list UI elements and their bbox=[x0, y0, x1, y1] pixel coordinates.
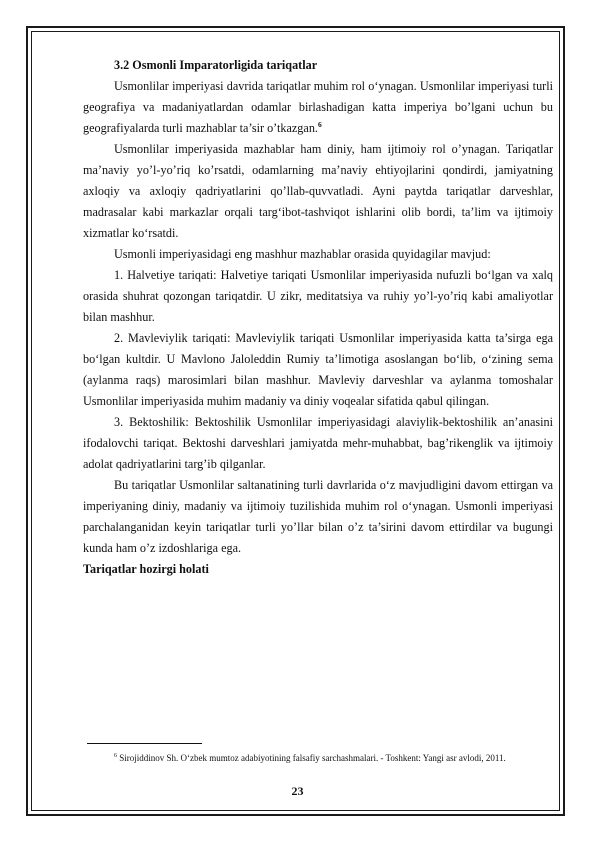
page-number: 23 bbox=[291, 784, 304, 798]
page-content bbox=[83, 55, 553, 580]
footnote-reference[interactable]: 6 bbox=[317, 120, 322, 129]
footnote-divider bbox=[87, 743, 202, 744]
list-item-bektoshilik: 3. Bektoshilik: Bektoshilik Usmonlilar imperiyasidagi alaviylik-bektoshilik an’anasini ifodalovchi tariqat. Bektoshi darveshlari jamiyatda mehr-muhabbat, bag’rikenglik va ijtimoiy adolat qadriyatlarini targ’ib qilganlar. bbox=[83, 415, 553, 471]
paragraph-conclusion: Bu tariqatlar Usmonlilar saltanatining turli davrlarida o‘z mavjudligini davom ettirgan va imperiyaning diniy, madaniy va ijtimoiy tuzilishida muhim rol o‘ynagan. Usmonli imperiyasi parchalanganidan keyin tariqatlar turli yo’llar bilan o’z ta’sirini davom ettirdilar va bugungi kunda ham o’z izdoshlariga ega. bbox=[83, 478, 553, 555]
footnote-text: Sirojiddinov Sh. O‘zbek mumtoz adabiyotining falsafiy sarchashmalari. - Toshkent: Yangi asr avlodi, 2011. bbox=[119, 753, 506, 763]
paragraph-list-intro: Usmonli imperiyasidagi eng mashhur mazhablar orasida quyidagilar mavjud: bbox=[114, 247, 491, 261]
footnote-marker: 6 bbox=[114, 753, 117, 759]
section-heading: 3.2 Osmonli Imparatorligida tariqatlar bbox=[114, 58, 318, 72]
paragraph-intro bbox=[83, 76, 553, 139]
list-item-mavleviylik: 2. Mavleviylik tariqati: Mavleviylik tariqati Usmonlilar imperiyasida katta ta’sirga ega bo‘lgan kultdir. U Mavlono Jaloleddin Rumiy ta’limotiga asoslangan bo‘lib, o‘zining sema (aylanma raqs) marosimlari bilan mashhur. Mavleviy darveshlar va aylanma tomoshalar Usmonlilar imperiyasida muhim madaniy va diniy voqealar sifatida qabul qilingan. bbox=[83, 331, 553, 408]
paragraph-intro-text: Usmonlilar imperiyasi davrida tariqatlar muhim rol o‘ynagan. Usmonlilar imperiyasi turli geografiya va madaniyatlardan odamlar birlashadigan katta imperiya bo’lgani uchun bu geografiyalarda turli mazhablar ta’sir o’tkazgan. bbox=[83, 79, 553, 135]
subsection-heading: Tariqatlar hozirgi holati bbox=[83, 562, 209, 576]
footnote bbox=[114, 750, 554, 767]
list-item-halvetiye: 1. Halvetiye tariqati: Halvetiye tariqati Usmonlilar imperiyasida nufuzli bo‘lgan va xalq orasida shuhrat qozongan tariqatdir. U zikr, meditatsiya va ruhiy yo’l-yo’riq kabi amaliyotlar bilan mashhur. bbox=[83, 268, 553, 324]
paragraph-roles: Usmonlilar imperiyasida mazhablar ham diniy, ham ijtimoiy rol o’ynagan. Tariqatlar ma’naviy yo’l-yo’riq ko’rsatdi, odamlarning ma’naviy ehtiyojlarini qondirdi, jamiyatning axloqiy va axloqiy qadriyatlarini qo’llab-quvvatladi. Ayni paytda tariqatlar darveshlar, madrasalar kabi markazlar orqali targ‘ibot-tashviqot ishlarini olib bordi, ta’lim va ijtimoiy xizmatlar ko‘rsatdi. bbox=[83, 142, 553, 240]
